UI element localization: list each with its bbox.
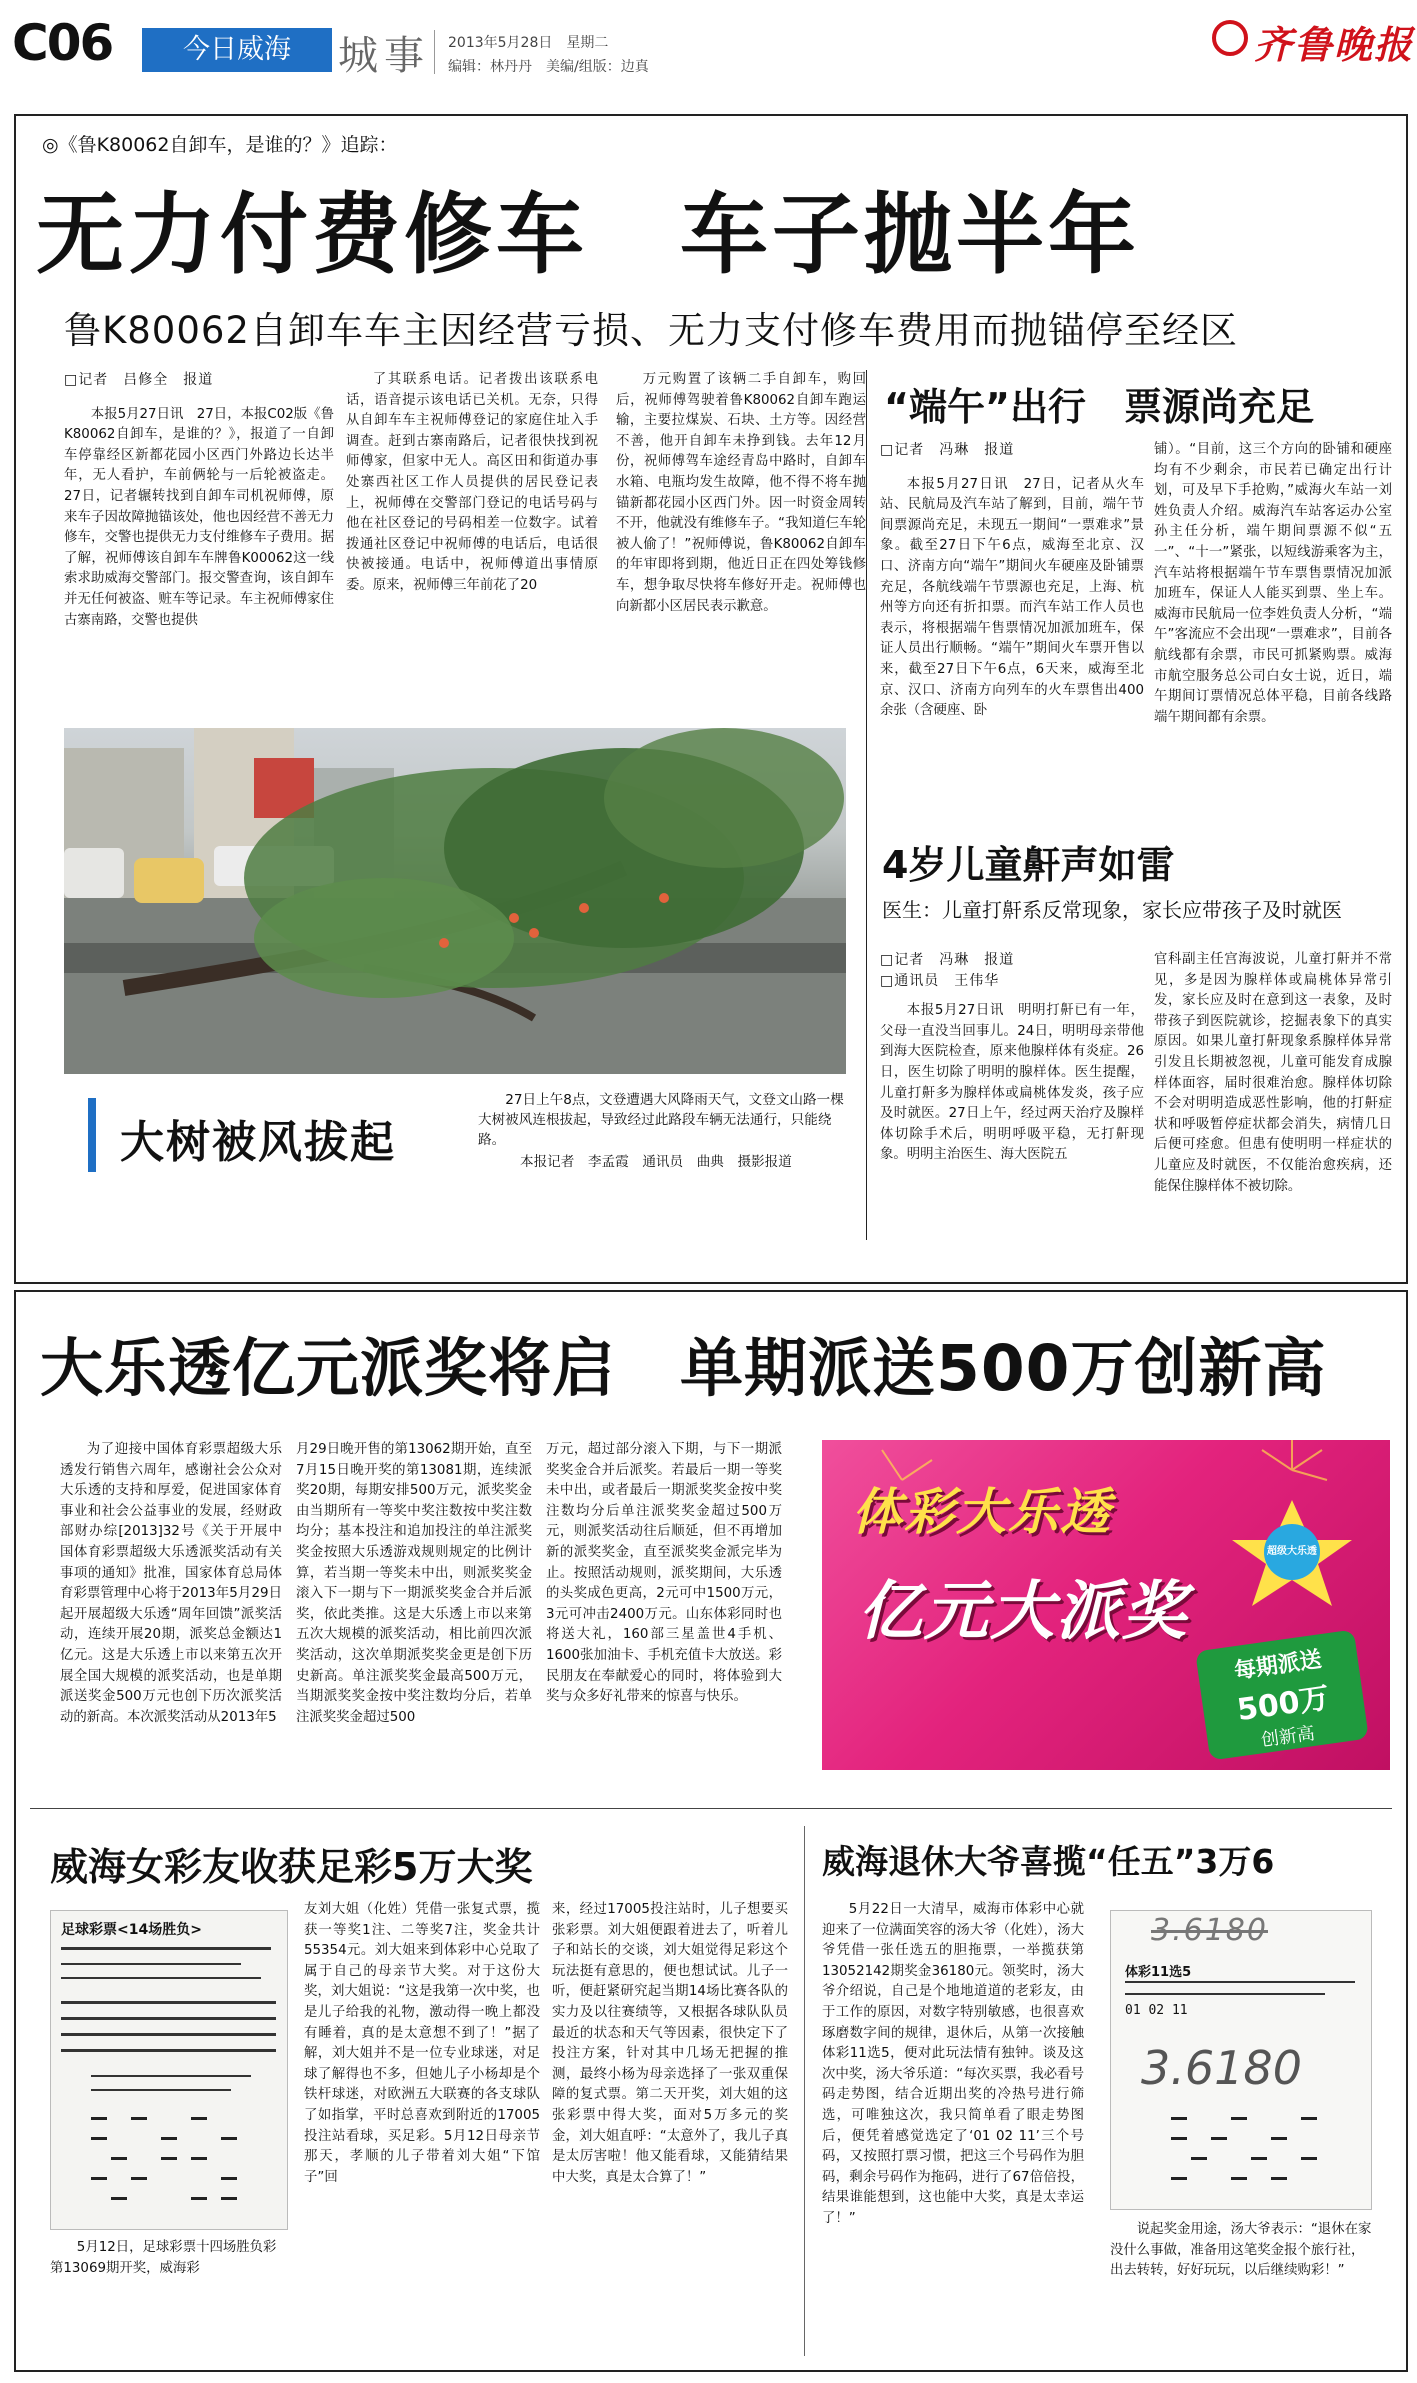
football-ticket-header: 足球彩票<14场胜负> bbox=[61, 1922, 202, 1938]
lottery-ticket-caption: 说起奖金用途，汤大爷表示：“退休在家没什么事做，准备用这笔奖金报个旅行社，出去转转，好好玩玩，以后继续购彩！” bbox=[1110, 2222, 1372, 2279]
uprooted-tree-photo bbox=[64, 728, 846, 1074]
story1-column-2: 了其联系电话。记者拨出该联系电话，语音提示该电话已关机。无奈，只得从自卸车车主祝师傅登记的家庭住址入手调查。赶到古寨南路后，记者很快找到祝师傅家，但家中无人。高区田和街道办事处寨西社区工作人员提供的居民登记表上，祝师傅在交警部门登记的电话号码与他在社区登记的号码相差一位数字。试着拨通社区登记中祝师傅的电话后，电话很快被接通。电话中，祝师傅道出事情原委。原来，祝师傅三年前花了20 bbox=[346, 372, 598, 593]
photo-title: 大树被风拔起 bbox=[120, 1117, 396, 1168]
photo-title-box bbox=[88, 1098, 458, 1172]
editor-credit: 编辑：林丹丹 美编/组版：边真 bbox=[448, 59, 649, 75]
story2-column-1: □记者 冯琳 报道 本报5月27日讯 27日，记者从火车站、民航局及汽车站了解到，目前，端午节间票源尚充足，未现五一期间“一票难求”景象。截至27日下午6点，威海至北京、汉口、济南方向“端午”期间火车硬座及卧铺票充足，各航线端午节票源也充足，上海、杭州等方向还有折扣票。而汽车站工作人员也表示，将根据端午售票情况加派加班车，保证人员出行顺畅。“端午”期间火车票开售以来，截至27日下午6点，6天来，威海至北京、汉口、济南方向列车的火车票售出400余张（含硬座、卧 bbox=[880, 442, 1144, 719]
story4-column-2: 来，经过17005投注站时，儿子想要买张彩票。刘大姐便跟着进去了，听着儿子和站长的交谈，刘大姐觉得足彩这个玩法挺有意思的，便也想试试。儿子一听，便赶紧研究起当期14场比赛各队的实力及以往赛绩等，又根据各球队队员最近的状态和天气等因素，很快定下了投注方案，针对其中几场无把握的推测，最终小杨为母亲选择了一张双重保障的复式票。第二天开奖，刘大姐的这张彩票中得大奖，面对5万多元的奖金，刘大姐直呼：“太意外了，我儿子真是太厉害啦！他又能看球，又能猜结果中大奖，真是太合算了！” bbox=[552, 1902, 788, 2185]
lottery-advert[interactable] bbox=[822, 1440, 1390, 1770]
lottery-column-3: 万元，超过部分滚入下期，与下一期派奖奖金合并后派奖。若最后一期一等奖未中出，或者最后一期派奖奖金按中奖注数均分后单注派奖奖金超过500万元，则派奖活动往后顺延，但不再增加新的派奖奖金，直至派奖奖金派完毕为止。按照活动规则，派奖期间，大乐透的头奖成色更高，2元可中1500万元，3元可冲击2400万元。山东体彩同时也将送大礼，160部三星盖世4手机、1600张加油卡、手机充值卡大放送。彩民朋友在奉献爱心的同时，将体验到大奖与众多好礼带来的惊喜与快乐。 bbox=[546, 1442, 782, 1705]
kicker: ◎《鲁K80062自卸车，是谁的？》追踪： bbox=[42, 134, 398, 156]
ad-badge-tag: 创新高 bbox=[1259, 1722, 1317, 1752]
photo-caption: 27日上午8点，文登遭遇大风降雨天气，文登文山路一棵大树被风连根拔起，导致经过此路段车辆无法通行，只能绕路。 bbox=[478, 1092, 844, 1148]
football-ticket-photo bbox=[50, 1910, 288, 2230]
photo-credit: 本报记者 李孟霞 通讯员 曲典 摄影报道 bbox=[520, 1154, 792, 1170]
ad-title-line-1: 体彩大乐透 bbox=[852, 1483, 1112, 1541]
ad-logo-text: 超级大乐透 bbox=[1267, 1546, 1317, 1557]
story1-column-3: 万元购置了该辆二手自卸车，购回后，祝师傅驾驶着鲁K80062自卸车跑运输，主要拉煤炭、石块、土方等。因经营不善，他开自卸车未挣到钱。去年12月份，祝师傅驾车途经青岛中路时，自卸车水箱、电瓶均发生故障，他不得不将车抛锚新都花园小区西门外。因一时资金周转不开，他就没有维修车子。“我知道仨车轮被人偷了！”祝师傅说，鲁K80062自卸车的年审即将到期，他近日正在四处筹钱修车，想争取尽快将车修好开走。祝师傅也向新都小区居民表示歉意。 bbox=[616, 372, 866, 614]
lottery-ticket-amount: 3.6180 bbox=[1141, 2041, 1302, 2095]
lottery-ticket-header: 体彩11选5 bbox=[1125, 1965, 1192, 1980]
ad-badge-amount: 500万 bbox=[1235, 1680, 1332, 1729]
story2-column-2: 铺）。“目前，这三个方向的卧铺和硬座均有不少剩余，市民若已确定出行计划，可及早下手抢购，”威海火车站一刘姓负责人介绍。威海汽车站客运办公室孙主任分析，端午期间票源不似“五一”、“十一”紧张，以短线游乘客为主，汽车站将根据端午节车票售票情况加派加班车，保证人人能买到票、坐上车。威海市民航局一位李姓负责人分析，“端午”客流应不会出现“一票难求”，目前各航线都有余票，市民可抓紧购票。威海市航空服务总公司白女士说，近日，端午期间订票情况总体平稳，目前各线路端午期间都有余票。 bbox=[1154, 442, 1392, 725]
issue-date: 2013年5月28日 星期二 bbox=[448, 35, 609, 51]
lottery-ticket-photo bbox=[1110, 1910, 1372, 2210]
main-headline: 无力付费修车 车子抛半年 bbox=[36, 183, 1141, 286]
section-title: 城事 bbox=[338, 33, 430, 79]
story4-column-1: 友刘大姐（化姓）凭借一张复式票，揽获一等奖1注、二等奖7注，奖金共计55354元。刘大姐来到体彩中心兑取了属于自己的母亲节大奖。对于这份大奖，刘大姐说：“这是我第一次中奖，也是儿子给我的礼物，激动得一晚上都没有睡着，真的是太意想不到了！”据了解，刘大姐并不是一位专业球迷，对足球了解得也不多，但她儿子小杨却是个铁杆球迷，对欧洲五大联赛的各支球队了如指掌，平时总喜欢到附近的17005投注站看球，买足彩。5月12日母亲节那天，孝顺的儿子带着刘大姐“下馆子”回 bbox=[304, 1902, 540, 2185]
lottery-column-1: 为了迎接中国体育彩票超级大乐透发行销售六周年，感谢社会公众对大乐透的支持和厚爱，促进国家体育事业和社会公益事业的发展，经财政部财办综[2013]32号《关于开展中国体育彩票超级大乐透派奖活动有关事项的通知》批准，国家体育总局体育彩票管理中心将于2013年5月29日起开展超级大乐透“周年回馈”派奖活动，连续开展20期，派奖总金额达1亿元。这是大乐透上市以来第五次开展全国大规模的派奖活动，也是单期派送奖金500万元也创下历次派奖活动的新高。本次派奖活动从2013年5 bbox=[60, 1442, 282, 1725]
football-ticket-caption: 5月12日，足球彩票十四场胜负彩第13069期开奖，威海彩 bbox=[50, 2240, 277, 2276]
story3-column-1: □记者 冯琳 报道 □通讯员 王伟华 本报5月27日讯 明明打鼾已有一年，父母一直没当回事儿。24日，明明母亲带他到海大医院检查，原来他腺样体有炎症。26日，医生切除了明明的腺样体。医生提醒，儿童打鼾多为腺样体或扁桃体发炎，孩子应及时就医。27日上午，经过两天治疗及腺样体切除手术后，明明呼吸平稳，无打鼾现象。明明主治医生、海大医院五 bbox=[880, 952, 1144, 1163]
ad-badge-label: 每期派送 bbox=[1232, 1647, 1324, 1685]
story1-column-1: □记者 吕修全 报道 本报5月27日讯 27日，本报C02版《鲁K80062自卸车，是谁的？》，报道了一自卸车停靠经区新都花园小区西门外路边长达半年，无人看护，车前俩轮与一后轮被盗走。27日，记者辗转找到自卸车司机祝师傅，原来车子因故障抛锚该处，他也因经营不善无力修车，交警也提供无力支付维修车子费用。据了解，祝师傅该自卸车车牌鲁K00062这一线索求助威海交警部门。报交警查询，该自卸车并无任何被盗、赃车等记录。车主祝师傅家住古寨南路，交警也提供 bbox=[64, 372, 334, 628]
story5-column-1: 5月22日一大清早，威海市体彩中心就迎来了一位满面笑容的汤大爷（化姓），汤大爷凭借一张任选五的胆拖票，一举揽获第13052142期奖金36180元。领奖时，汤大爷介绍说，自己是个地地道道的老彩友，由于工作的原因，对数字特别敏感，也很喜欢琢磨数字间的规律，退休后，从第一次接触体彩11选5，便对此玩法情有独钟。谈及这次中奖，汤大爷乐道：“每次买票，我必看号码走势图，结合近期出奖的冷热号进行筛选，可唯独这次，我只简单看了眼走势图后，便凭着感觉选定了‘01 02 11’三个号码，又按照打票习惯，把这三个号码作为胆码，剩余号码作为拖码，进行了67倍倍投，结果谁能想到，这也能中大奖，真是太幸运了！” bbox=[822, 1902, 1084, 2226]
section-divider bbox=[30, 1808, 1392, 1809]
lottery-ticket-numbers: 01 02 11 bbox=[1125, 2003, 1188, 2018]
story3-headline: 4岁儿童鼾声如雷 bbox=[882, 843, 1175, 887]
ad-title-line-2: 亿元大派奖 bbox=[858, 1575, 1188, 1649]
story3-column-2: 官科副主任宫海波说，儿童打鼾并不常见，多是因为腺样体或扁桃体异常引发，家长应及时在意到这一表象，及时带孩子到医院就诊，挖掘表象下的真实原因。如果儿童打鼾现象系腺样体异常引发且长期被忽视，儿童可能发育成腺样体面容，届时很难治愈。腺样体切除不会对明明造成恶性影响，他的打鼾症状和呼吸暂停症状都会消失，病情几日后便可痊愈。但患有使明明一样症状的儿童应及时就医，不仅能治愈疾病，还能保住腺样体不被切除。 bbox=[1154, 952, 1392, 1194]
lottery-ticket-scrawl: 3.6180 bbox=[1151, 1913, 1268, 1948]
brand-logo-icon bbox=[1212, 20, 1248, 56]
column-divider bbox=[804, 1826, 805, 2356]
brand-name: 齐鲁晚报 bbox=[1254, 23, 1415, 67]
story4-headline: 威海女彩友收获足彩5万大奖 bbox=[50, 1845, 533, 1889]
lottery-column-2: 月29日晚开售的第13062期开始，直至7月15日晚开奖的第13081期，连续派奖20期，每期安排500万元，派奖奖金由当期所有一等奖中奖注数按中奖注数均分；基本投注和追加投注的单注派奖奖金按照大乐透游戏规则规定的比例计算，若当期一等奖未中出，则派奖奖金滚入下一期与下一期派奖奖金合并后派奖，依此类推。这是大乐透上市以来第五次大规模的派奖活动，相比前四次派奖活动，这次单期派奖奖金更是创下历史新高。单注派奖奖金最高500万元，当期派奖奖金按中奖注数均分后，若单注派奖奖金超过500 bbox=[296, 1442, 532, 1725]
page-number: C06 bbox=[12, 14, 113, 72]
main-subhead: 鲁K80062自卸车车主因经营亏损、无力支付修车费用而抛锚停至经区 bbox=[64, 309, 1238, 352]
ad-badge-box bbox=[1195, 1629, 1369, 1760]
story3-subhead: 医生：儿童打鼾系反常现象，家长应带孩子及时就医 bbox=[882, 898, 1342, 922]
section-tag[interactable]: 今日威海 bbox=[142, 28, 332, 72]
story2-headline: “端午”出行 票源尚充足 bbox=[884, 385, 1314, 429]
tree-scene-graphic bbox=[64, 728, 846, 1074]
lottery-headline: 大乐透亿元派奖将启 单期派送500万创新高 bbox=[40, 1332, 1327, 1405]
story5-headline: 威海退休大爷喜揽“任五”3万6 bbox=[822, 1842, 1275, 1881]
